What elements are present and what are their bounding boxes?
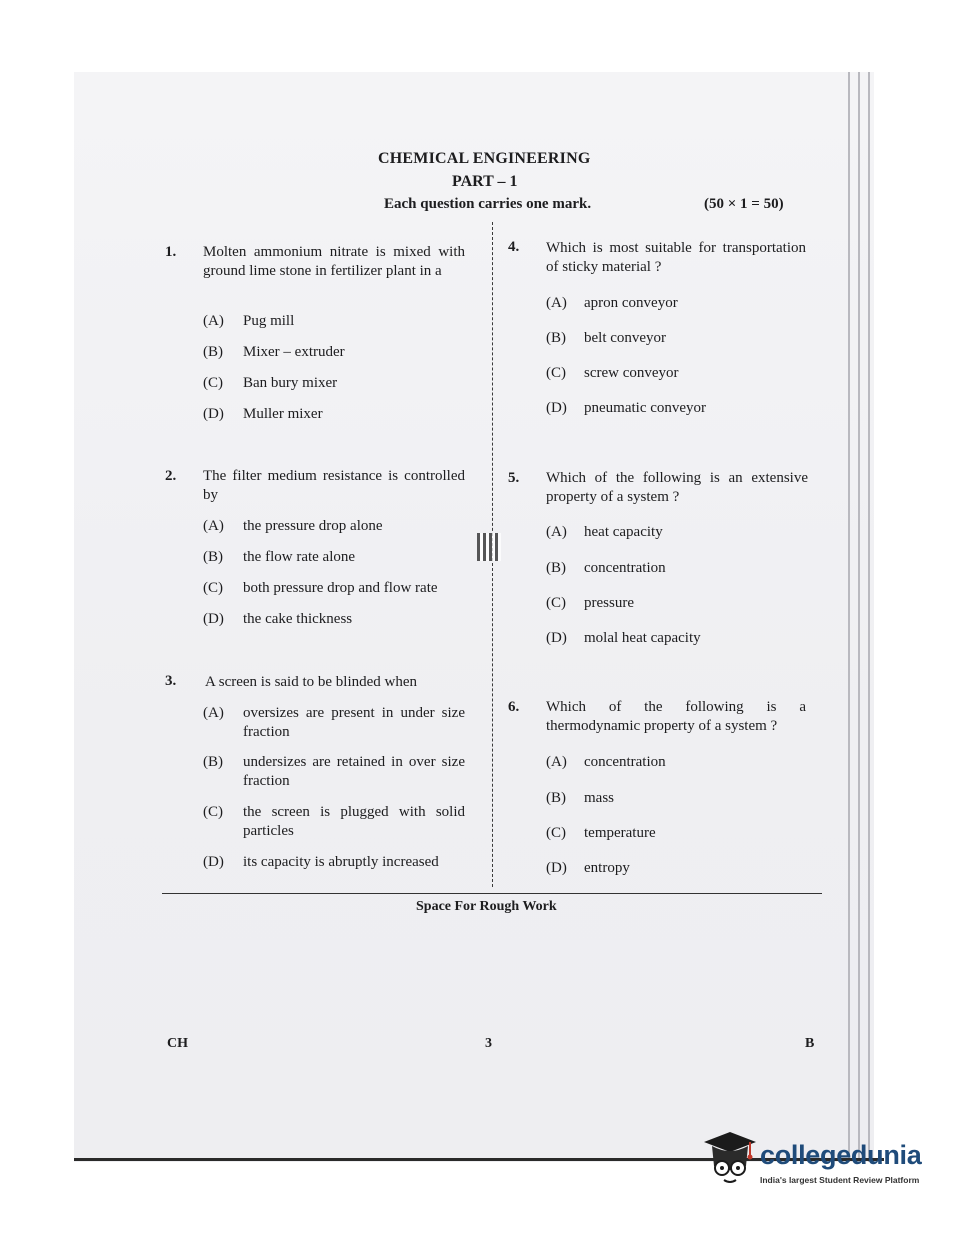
exam-title: CHEMICAL ENGINEERING [378, 150, 591, 167]
option-label: (C) [546, 595, 566, 611]
question-number: 6. [508, 699, 520, 715]
option-label: (D) [203, 611, 224, 627]
option-text: screw conveyor [584, 365, 679, 381]
question-text: Which is most suitable for transportation of sticky material ? [546, 240, 806, 275]
option-text: both pressure drop and flow rate [243, 580, 438, 596]
graduate-mascot-icon [700, 1130, 758, 1192]
exam-page [74, 72, 874, 1162]
option-label: (A) [546, 754, 567, 770]
option-label: (B) [203, 754, 223, 770]
option-text: concentration [584, 754, 666, 770]
question-number: 2. [165, 468, 177, 484]
option-text: Mixer – extruder [243, 344, 345, 360]
question-text: Which of the following is a thermodynamic property of a system ? [546, 699, 806, 734]
page-number: 3 [485, 1036, 492, 1051]
option-text: its capacity is abruptly increased [243, 854, 439, 870]
option-text: the flow rate alone [243, 549, 356, 565]
option-label: (D) [203, 406, 224, 422]
brand-tagline: India's largest Student Review Platform [760, 1175, 920, 1185]
question-number: 3. [165, 673, 177, 689]
page-edge-line [848, 72, 850, 1162]
option-text: entropy [584, 860, 630, 876]
qr-code-icon [477, 533, 501, 561]
option-text: belt conveyor [584, 330, 667, 346]
option-text: apron conveyor [584, 295, 678, 311]
option-text: undersizes are retained in over size fraction [243, 754, 465, 789]
option-text: Ban bury mixer [243, 375, 338, 391]
option-text: mass [584, 790, 614, 806]
question-text: Which of the following is an extensive property of a system ? [546, 470, 808, 505]
option-label: (A) [203, 705, 224, 721]
option-label: (C) [546, 825, 566, 841]
option-label: (B) [546, 330, 566, 346]
collegedunia-logo [700, 1130, 940, 1190]
question-number: 5. [508, 470, 520, 486]
option-text: pressure [584, 595, 634, 611]
option-label: (D) [203, 854, 224, 870]
page-edge-line [858, 72, 860, 1162]
option-text: temperature [584, 825, 656, 841]
rough-work-rule [162, 893, 822, 894]
option-label: (A) [546, 524, 567, 540]
option-label: (D) [546, 860, 567, 876]
question-text: The filter medium resistance is controlled by [203, 468, 465, 503]
option-text: the pressure drop alone [243, 518, 383, 534]
option-label: (B) [203, 549, 223, 565]
question-text: A screen is said to be blinded when [205, 674, 418, 690]
option-text: molal heat capacity [584, 630, 701, 646]
option-label: (B) [546, 790, 566, 806]
option-text: Pug mill [243, 313, 295, 329]
option-label: (A) [546, 295, 567, 311]
option-text: pneumatic conveyor [584, 400, 707, 416]
option-label: (C) [203, 580, 223, 596]
option-label: (A) [203, 313, 224, 329]
brand-name: collegedunia [760, 1140, 922, 1170]
marks-note: Each question carries one mark. [384, 196, 592, 212]
footer-subject-code: CH [167, 1036, 188, 1051]
option-label: (C) [546, 365, 566, 381]
option-label: (C) [203, 804, 223, 820]
footer-booklet-series: B [805, 1036, 815, 1051]
option-label: (B) [546, 560, 566, 576]
option-label: (B) [203, 344, 223, 360]
question-number: 1. [165, 244, 177, 260]
option-text: heat capacity [584, 524, 663, 540]
question-text: Molten ammonium nitrate is mixed with ground lime stone in fertilizer plant in a [203, 244, 465, 279]
option-label: (C) [203, 375, 223, 391]
option-text: concentration [584, 560, 666, 576]
option-label: (D) [546, 630, 567, 646]
option-text: the screen is plugged with solid particles [243, 804, 465, 839]
rough-work-label: Space For Rough Work [416, 899, 557, 914]
option-text: the cake thickness [243, 611, 353, 627]
exam-part: PART – 1 [452, 173, 518, 190]
total-marks: (50 × 1 = 50) [704, 196, 784, 212]
option-label: (D) [546, 400, 567, 416]
option-text: oversizes are present in under size fraction [243, 705, 465, 740]
question-number: 4. [508, 239, 520, 255]
option-label: (A) [203, 518, 224, 534]
page-edge-line [868, 72, 870, 1162]
option-text: Muller mixer [243, 406, 323, 422]
